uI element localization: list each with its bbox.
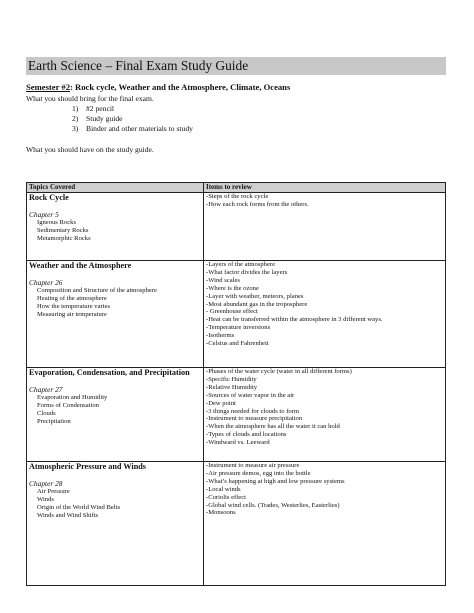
semester-label: Semester #2 — [26, 82, 70, 92]
list-number: 1) — [72, 104, 79, 113]
subtopic: Forms of Condensation — [37, 401, 99, 409]
items-cell — [204, 462, 446, 586]
topic-cell — [27, 193, 204, 261]
subtopic: Evaporation and Humidity — [37, 394, 108, 401]
review-item: -Where is the ozone — [206, 284, 259, 292]
chapter-label: Chapter 5 — [29, 210, 59, 219]
subtopic: Clouds — [37, 409, 56, 417]
review-item: -Sources of water vapor in the air — [206, 391, 295, 399]
table-header-row — [27, 183, 446, 193]
review-item: -Most abundant gas in the troposphere — [206, 300, 308, 308]
table-row — [27, 261, 446, 368]
table-row — [27, 368, 446, 462]
review-item: -Coriolis effect — [206, 493, 246, 501]
topic-title: Atmospheric Pressure and Winds — [29, 462, 146, 471]
review-item: -Instrument to measure precipitation — [206, 415, 303, 423]
review-item: -Local winds — [206, 485, 241, 493]
chapter-label: Chapter 26 — [29, 278, 63, 287]
list-number: 2) — [72, 113, 79, 123]
list-number: 3) — [72, 123, 79, 133]
review-item: -Phases of the water cycle (water in all different forms) — [206, 368, 352, 375]
table-body — [27, 193, 446, 586]
semester-topics: : Rock cycle, Weather and the Atmosphere, Climate, Oceans — [70, 82, 291, 92]
review-item: -Temperature inversions — [206, 324, 271, 332]
items-cell — [204, 368, 446, 462]
list-item — [72, 124, 193, 134]
subtopic: Metamorphic Rocks — [37, 234, 91, 242]
review-item: -Celsius and Fahrenheit — [206, 340, 269, 348]
table-row — [27, 193, 446, 261]
table-row — [27, 462, 446, 586]
review-item: -Types of clouds and locations — [206, 431, 287, 439]
review-item: -What’s happening at high and low pressure systems — [206, 477, 345, 485]
subtopic: Winds — [37, 495, 54, 503]
subtopic: Measuring air temperature — [37, 310, 107, 318]
review-item: -Layers of the atmosphere — [206, 261, 276, 268]
subtopic: Winds and Wind Shifts — [37, 511, 99, 519]
subtopic: Heating of the atmosphere — [37, 294, 107, 302]
header-topics: Topics Covered — [27, 183, 204, 193]
review-item: - Greenhouse effect — [206, 308, 258, 316]
subtopic: Composition and Structure of the atmosphere — [37, 287, 157, 294]
review-item: -Instrument to measure air pressure — [206, 462, 300, 469]
review-item: -Isotherms — [206, 332, 235, 340]
items-cell — [204, 193, 446, 261]
document-title: Earth Science – Final Exam Study Guide — [26, 57, 446, 75]
items-cell — [204, 261, 446, 368]
subtopic: Origin of the World Wind Belts — [37, 503, 121, 511]
list-item — [72, 104, 193, 114]
have-intro: What you should have on the study guide. — [26, 145, 154, 154]
study-table — [26, 182, 446, 586]
review-item: -Relative Humidity — [206, 383, 258, 391]
topic-title: Rock Cycle — [29, 193, 69, 202]
review-item: -Steps of the rock cycle — [206, 193, 269, 200]
topic-cell — [27, 462, 204, 586]
review-item: -Monsoons — [206, 509, 236, 517]
subtopic: Precipitation — [37, 417, 71, 425]
bring-intro: What you should bring for the final exam. — [26, 94, 154, 103]
subtopic: Igneous Rocks — [37, 219, 77, 226]
review-item: -Air pressure demos, egg into the bottle — [206, 469, 311, 477]
review-item: -Specific Humidity — [206, 375, 257, 383]
chapter-label: Chapter 28 — [29, 479, 63, 488]
review-item: -Wind scales — [206, 276, 240, 284]
subtopic: Air Pressure — [37, 488, 70, 495]
review-item: -How each rock forms from the others. — [206, 200, 309, 208]
topic-cell — [27, 261, 204, 368]
review-item: -What factor divides the layers — [206, 268, 288, 276]
list-text: Binder and other materials to study — [86, 123, 193, 133]
review-item: -Dew point — [206, 399, 236, 407]
review-item: -Heat can be transferred within the atmosphere in 3 different ways. — [206, 316, 383, 324]
semester-heading — [26, 82, 290, 92]
list-text: Study guide — [86, 113, 123, 123]
topic-title: Weather and the Atmosphere — [29, 261, 132, 270]
subtopic: How the temperature varies — [37, 302, 111, 310]
header-items: Items to review — [204, 183, 446, 193]
topic-title: Evaporation, Condensation, and Precipitation — [29, 368, 190, 377]
review-item: -Global wind cells. (Trades, Westerlies, Easterlies) — [206, 501, 340, 509]
review-item: -Windward vs. Leeward — [206, 439, 270, 447]
topic-cell — [27, 368, 204, 462]
bring-list — [72, 104, 193, 133]
list-text: #2 pencil — [86, 104, 115, 113]
list-item — [72, 114, 193, 124]
review-item: -3 things needed for clouds to form — [206, 407, 300, 415]
review-item: -When the atmosphere has all the water it can hold — [206, 423, 340, 431]
chapter-label: Chapter 27 — [29, 385, 63, 394]
subtopic: Sedimentary Rocks — [37, 226, 89, 234]
review-item: -Layer with weather, meteors, planes — [206, 292, 304, 300]
